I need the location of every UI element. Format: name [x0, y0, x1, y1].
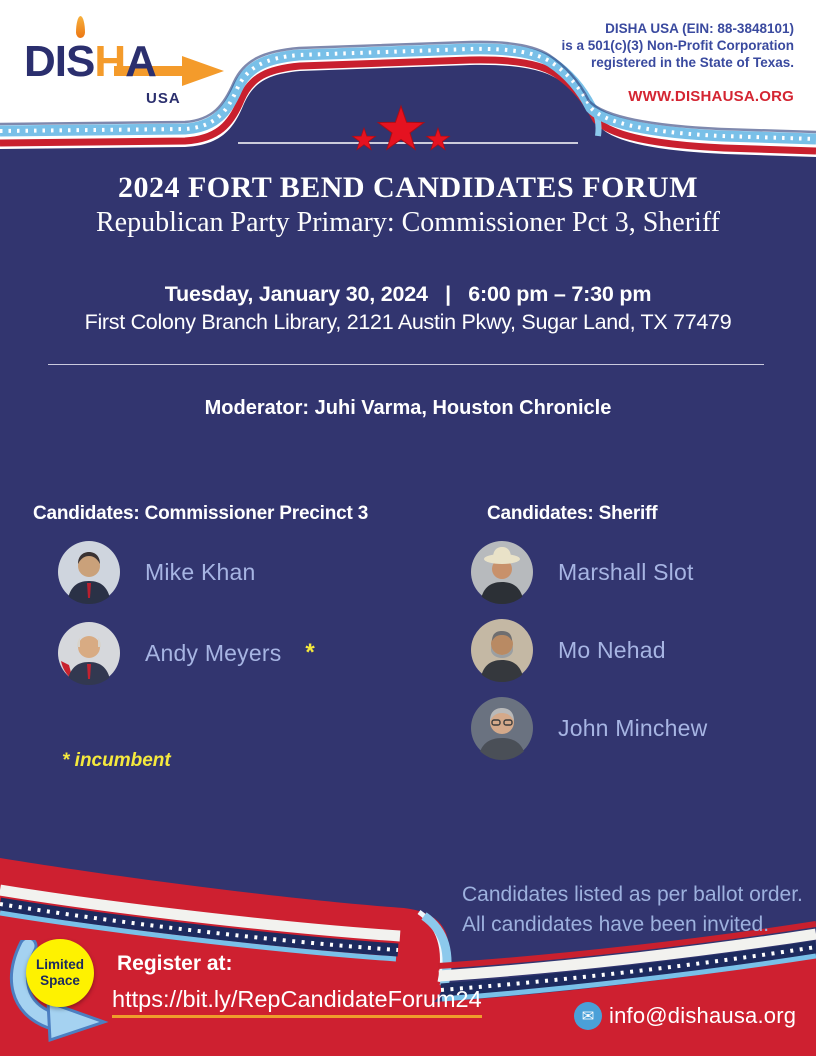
- ballot-note: [462, 880, 803, 940]
- candidate-photo: [470, 618, 534, 682]
- stars-divider: [0, 98, 816, 158]
- candidate-photo: [57, 621, 121, 685]
- limited-space-line: Space: [40, 973, 80, 988]
- event-datetime: Tuesday, January 30, 2024 | 6:00 pm – 7:30 pm: [164, 282, 652, 306]
- candidate-photo: [470, 696, 534, 760]
- candidate-row: [470, 696, 707, 760]
- candidate-name: Marshall Slot: [558, 558, 694, 585]
- logo-wordmark: [24, 37, 156, 86]
- register-label: Register at:: [117, 952, 233, 975]
- moderator-line: Moderator: Juhi Varma, Houston Chronicle: [204, 397, 612, 419]
- event-subtitle: Republican Party Primary: Commissioner Pct 3, Sheriff: [96, 207, 720, 238]
- commissioner-heading: Candidates: Commissioner Precinct 3: [33, 503, 369, 524]
- logo-part-dis: DIS: [24, 37, 95, 86]
- logo-part-a: A: [125, 37, 156, 86]
- candidate-row: [470, 540, 694, 604]
- email-row: [574, 1002, 796, 1030]
- candidate-name: Mo Nehad: [558, 636, 666, 663]
- candidate-name: Mike Khan: [145, 558, 256, 585]
- candidate-photo: [57, 540, 121, 604]
- logo-part-h: H: [94, 37, 126, 86]
- incumbent-asterisk: *: [305, 639, 315, 666]
- org-info-line: registered in the State of Texas.: [590, 55, 794, 70]
- ballot-note-line: All candidates have been invited.: [462, 913, 770, 936]
- candidate-name: John Minchew: [558, 714, 708, 741]
- org-info-line: is a 501(c)(3) Non-Profit Corporation: [561, 38, 794, 53]
- event-location: First Colony Branch Library, 2121 Austin Pkwy, Sugar Land, TX 77479: [84, 310, 732, 334]
- incumbent-note: * incumbent: [62, 750, 171, 771]
- candidate-photo: [470, 540, 534, 604]
- email-icon: ✉: [574, 1002, 602, 1030]
- event-title: 2024 FORT BEND CANDIDATES FORUM: [117, 171, 699, 204]
- limited-space-badge: [26, 939, 94, 1007]
- register-link[interactable]: https://bit.ly/RepCandidateForum24: [112, 986, 482, 1018]
- candidate-name: Andy Meyers: [145, 639, 282, 666]
- divider-line: [48, 364, 764, 365]
- candidate-row: [470, 618, 666, 682]
- logo-usa-label: USA: [146, 90, 181, 107]
- email-link[interactable]: info@dishausa.org: [609, 1003, 797, 1028]
- org-info: [561, 20, 794, 71]
- candidate-row: [57, 540, 255, 604]
- org-info-line: DISHA USA (EIN: 88-3848101): [605, 21, 794, 36]
- website-link[interactable]: WWW.DISHAUSA.ORG: [628, 88, 794, 105]
- limited-space-line: Limited: [35, 957, 84, 972]
- candidate-row: [57, 621, 315, 685]
- ballot-note-line: Candidates listed as per ballot order.: [462, 883, 803, 906]
- sheriff-heading: Candidates: Sheriff: [487, 503, 658, 524]
